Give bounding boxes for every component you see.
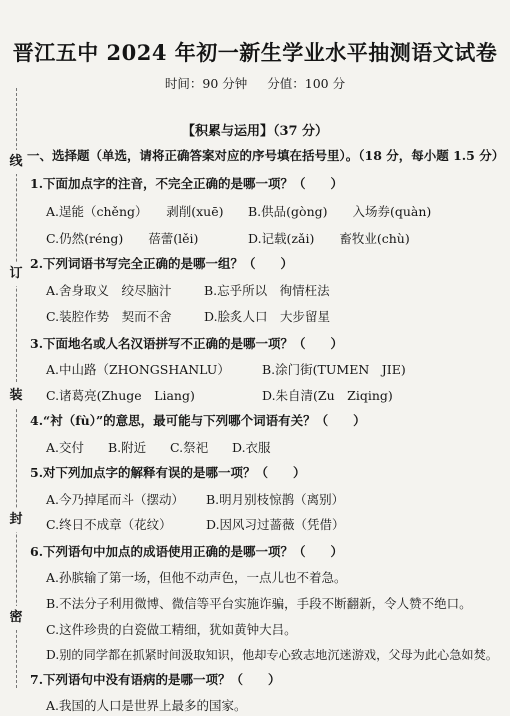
question-3-option-c: C.诸葛亮(Zhuge Liang) bbox=[46, 388, 195, 403]
question-5-option-a: A.今乃掉尾而斗（摆动） bbox=[46, 492, 185, 507]
question-1-option-c: C.仍然(réng) 蓓蕾(lěi) bbox=[46, 231, 199, 246]
question-5-stem: 5.对下列加点字的解释有误的是哪一项？（ ） bbox=[30, 465, 306, 480]
question-4-option-d: D.衣服 bbox=[232, 440, 271, 455]
section-heading: 【积累与运用】（37 分） bbox=[181, 124, 329, 139]
question-6-stem: 6.下列语句中加点的成语使用正确的是哪一项？（ ） bbox=[30, 544, 344, 559]
question-7-option-a: A.我国的人口是世界上最多的国家。 bbox=[46, 698, 247, 713]
question-3-option-a: A.中山路（ZHONGSHANLU） bbox=[46, 362, 230, 377]
question-2-option-d: D.脍炙人口 大步留星 bbox=[204, 309, 331, 324]
exam-meta bbox=[0, 74, 510, 92]
question-3-stem: 3.下面地名或人名汉语拼写不正确的是哪一项？（ ） bbox=[30, 336, 344, 351]
margin-mark-xian: 线 bbox=[4, 150, 28, 174]
question-3-option-b: B.涂门街(TUMEN JIE) bbox=[262, 362, 406, 377]
question-2-stem: 2.下列词语书写完全正确的是哪一组？（ ） bbox=[30, 256, 294, 271]
question-6-option-a: A.孙膑输了第一场，但他不动声色，一点儿也不着急。 bbox=[46, 570, 347, 585]
question-6-option-d: D.别的同学都在抓紧时间汲取知识，他却专心致志地沉迷游戏，父母为此心急如焚。 bbox=[46, 648, 498, 662]
question-1-option-d: D.记载(zǎi) 畜牧业(chù) bbox=[248, 231, 410, 246]
question-1-option-b: B.供品(gòng) 入场券(quàn) bbox=[248, 204, 432, 219]
margin-mark-mi: 密 bbox=[4, 606, 28, 630]
question-1-stem: 1.下面加点字的注音，不完全正确的是哪一项？（ ） bbox=[30, 176, 344, 191]
question-1-option-a: A.逞能（chěng） 剥削(xuē) bbox=[46, 204, 224, 219]
question-3-option-d: D.朱自清(Zu Ziqing) bbox=[262, 388, 393, 403]
question-4-option-b: B.附近 bbox=[108, 440, 147, 455]
question-4-option-a: A.交付 bbox=[46, 440, 85, 455]
margin-mark-zhuang: 装 bbox=[4, 384, 28, 408]
question-6-option-b: B.不法分子利用微博、微信等平台实施诈骗，手段不断翻新，令人赞不绝口。 bbox=[46, 596, 472, 611]
margin-mark-feng: 封 bbox=[4, 508, 28, 532]
part-one-heading: 一、选择题（单选，请将正确答案对应的序号填在括号里）。（18 分，每小题 1.5 分） bbox=[27, 148, 505, 163]
question-2-option-c: C.装腔作势 契而不舍 bbox=[46, 309, 172, 324]
question-4-stem: 4.“衬（fù）”的意思，最可能与下列哪个词语有关？（ ） bbox=[30, 413, 366, 428]
full-score: 分值：100 分 bbox=[267, 76, 346, 91]
question-5-option-c: C.终日不成章（花纹） bbox=[46, 517, 172, 532]
question-2-option-a: A.舍身取义 绞尽脑汁 bbox=[46, 283, 172, 298]
question-7-stem: 7.下列语句中没有语病的是哪一项？（ ） bbox=[30, 672, 281, 687]
margin-mark-ding: 订 bbox=[4, 262, 28, 286]
exam-title: 晋江五中 2024 年初一新生学业水平抽测语文试卷 bbox=[12, 40, 498, 65]
question-5-option-b: B.明月别枝惊鹊（离别） bbox=[206, 492, 345, 507]
question-4-option-c: C.祭祀 bbox=[170, 440, 209, 455]
question-2-option-b: B.忘乎所以 徇情枉法 bbox=[204, 283, 330, 298]
exam-time: 时间：90 分钟 bbox=[164, 76, 248, 91]
question-5-option-d: D.因风习过蔷薇（凭借） bbox=[206, 517, 345, 532]
question-6-option-c: C.这件珍贵的白瓷做工精细，犹如黄钟大吕。 bbox=[46, 622, 297, 637]
